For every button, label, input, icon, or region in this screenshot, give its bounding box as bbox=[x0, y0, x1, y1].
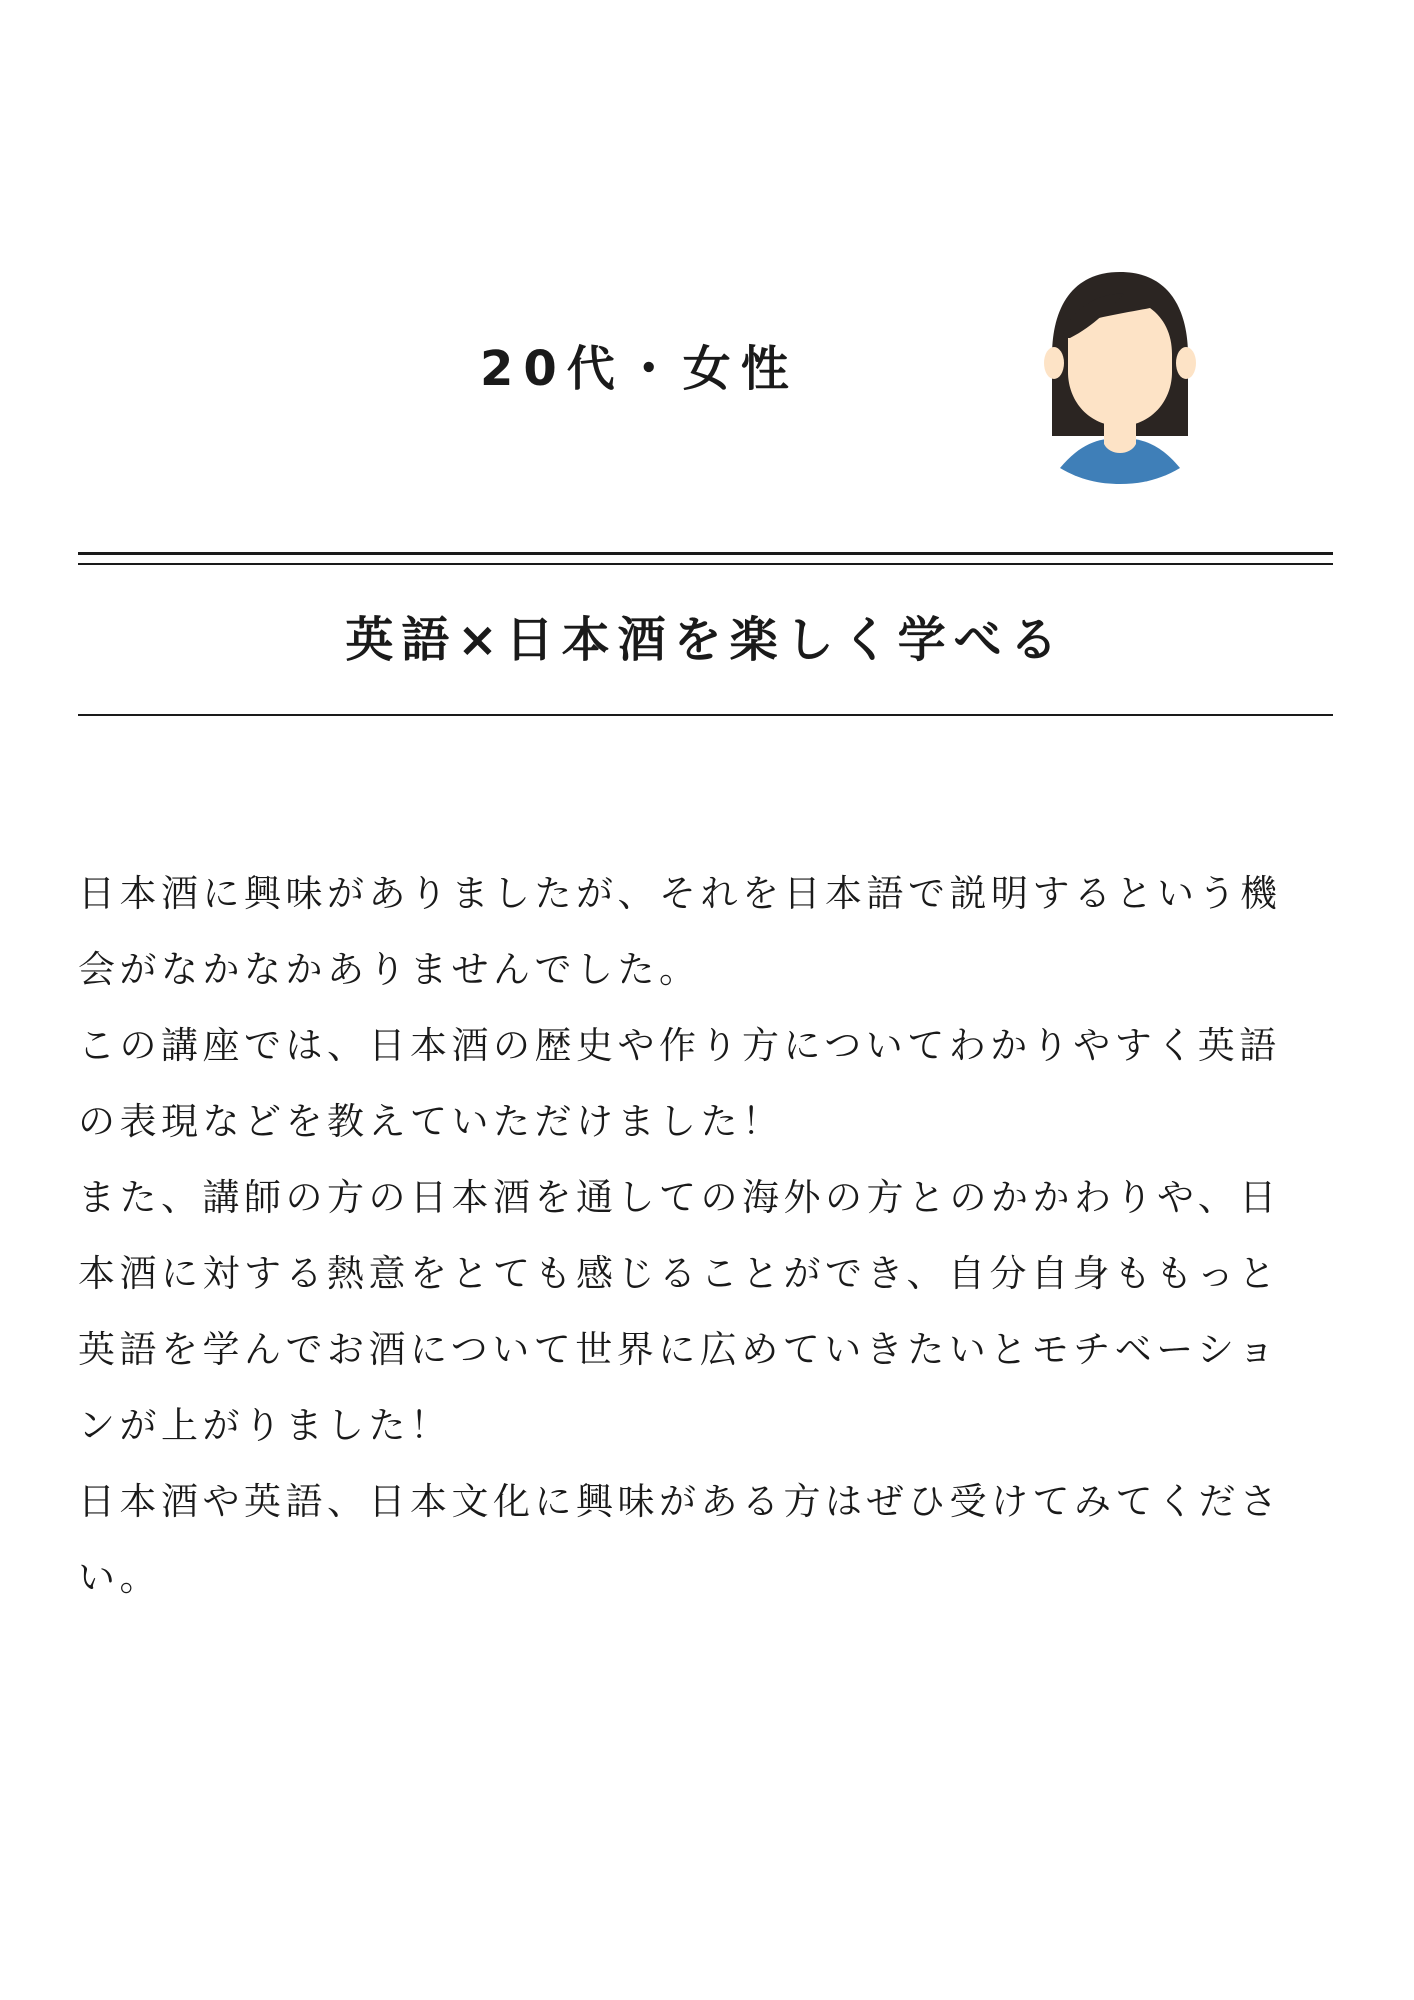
body-line: 英語を学んでお酒について世界に広めていきたいとモチベーショ bbox=[78, 1328, 1280, 1371]
divider-top-thin bbox=[78, 563, 1333, 565]
reviewer-heading: 20代・女性 bbox=[480, 341, 799, 397]
divider-bottom bbox=[78, 714, 1333, 716]
testimonial-title: 英語×日本酒を楽しく学べる bbox=[345, 612, 1066, 668]
body-line: 本酒に対する熱意をとても感じることができ、自分自身ももっと bbox=[78, 1252, 1281, 1295]
body-line: の表現などを教えていただけました！ bbox=[78, 1100, 784, 1143]
body-line: ンが上がりました！ bbox=[78, 1404, 452, 1447]
testimonial-body bbox=[78, 856, 1338, 1616]
body-line: 会がなかなかありませんでした。 bbox=[78, 948, 701, 991]
body-line: この講座では、日本酒の歴史や作り方についてわかりやすく英語 bbox=[78, 1024, 1281, 1067]
woman-avatar-icon bbox=[1040, 268, 1200, 488]
body-line: い。 bbox=[78, 1556, 161, 1599]
divider-top-thick bbox=[78, 552, 1333, 555]
body-line: また、講師の方の日本酒を通しての海外の方とのかかわりや、日 bbox=[78, 1176, 1281, 1219]
body-line: 日本酒や英語、日本文化に興味がある方はぜひ受けてみてくださ bbox=[78, 1480, 1282, 1523]
body-line: 日本酒に興味がありましたが、それを日本語で説明するという機 bbox=[78, 872, 1282, 915]
